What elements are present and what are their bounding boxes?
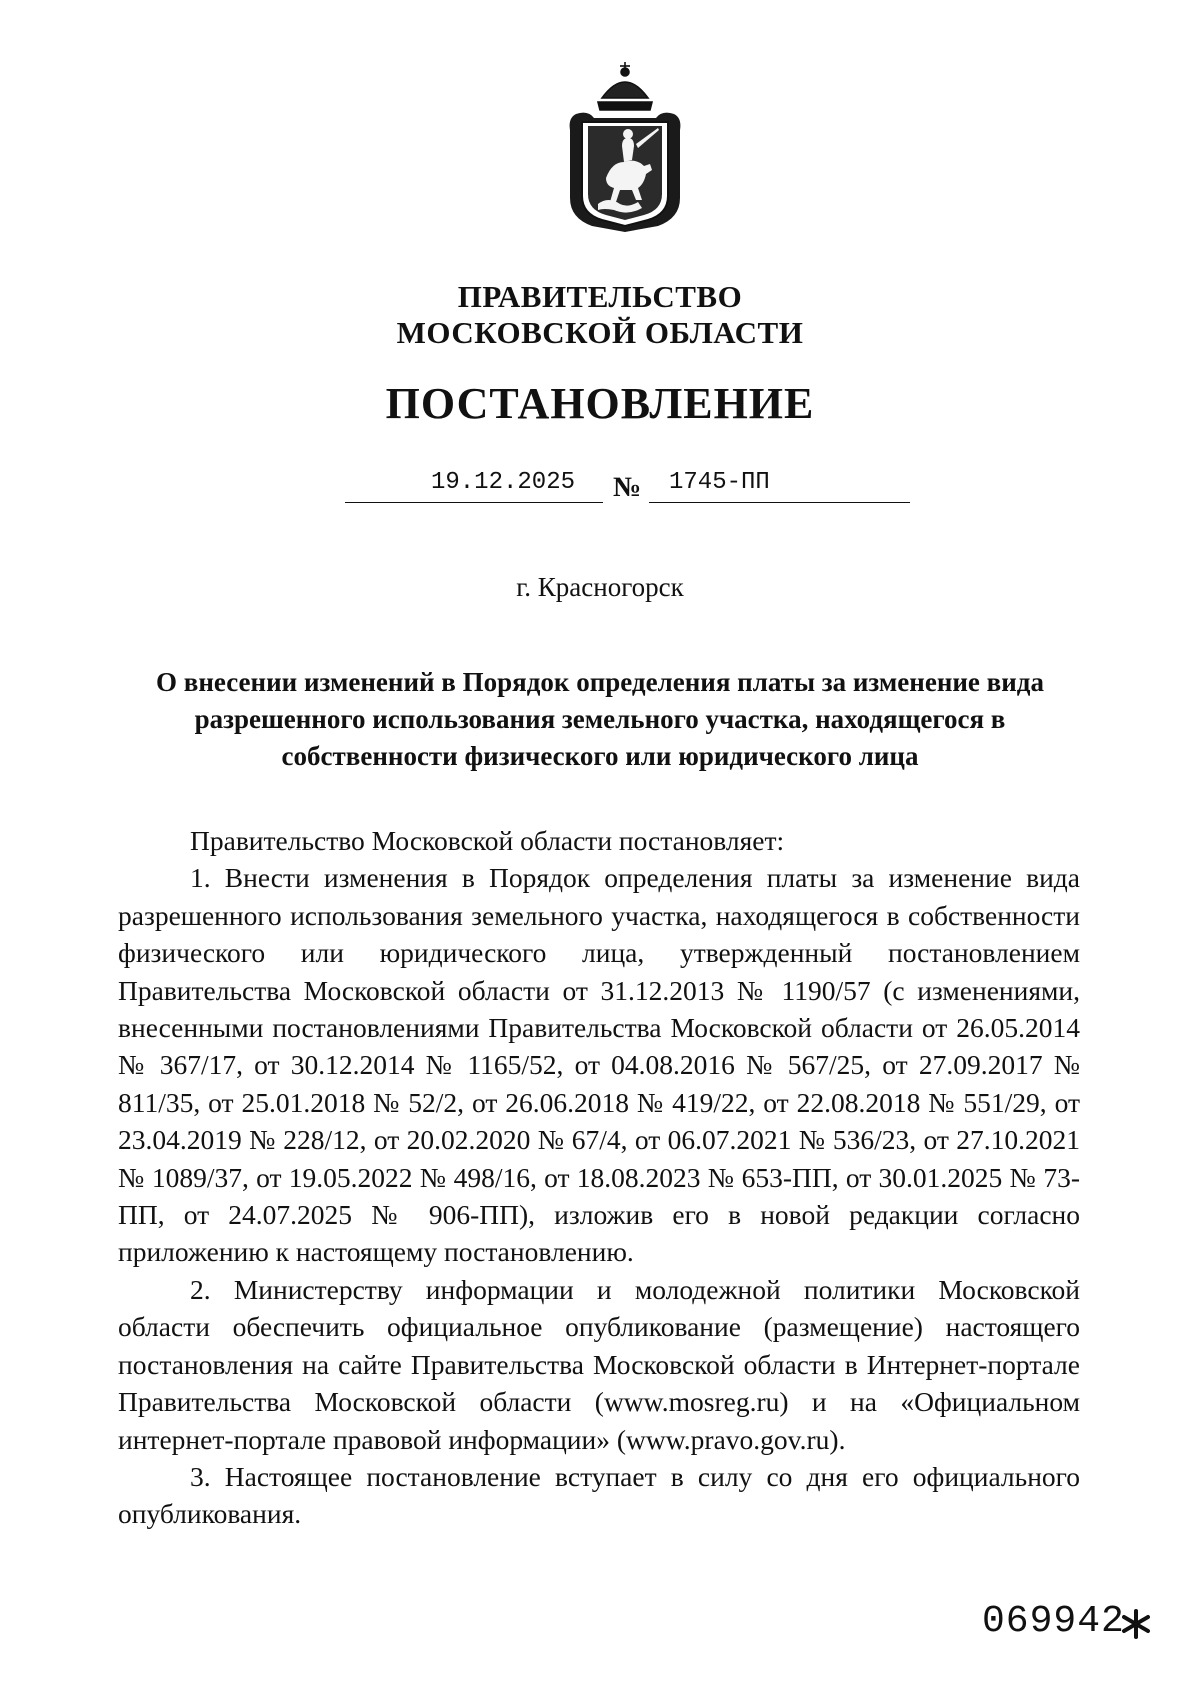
document-body: [118, 822, 1080, 1533]
body-paragraph-3: 3. Настоящее постановление вступает в силу со дня его официального опубликования.: [118, 1460, 1080, 1530]
number-sign: №: [613, 472, 642, 503]
body-intro: Правительство Московской области постановляет:: [190, 825, 785, 856]
city-label: г. Красногорск: [516, 572, 684, 602]
body-paragraph-1: 1. Внести изменения в Порядок определения платы за изменение вида разрешенного использования земельного участка, находящегося в собственности физического или юридического лица, утвержденный постановлением Правительства Московской области от 31.12.2013 № 1190/57 (с изменениями, внесенными постановлениями Правительства Московской области от 26.05.2014 № 367/17, от 30.12.2014 № 1165/52, от 04.08.2016 № 567/25, от 27.09.2017 № 811/35, от 25.01.2018 № 52/2, от 26.06.2018 № 419/22, от 22.08.2018 № 551/29, от 23.04.2019 № 228/12, от 20.02.2020 № 67/4, от 06.07.2021 № 536/23, от 27.10.2021 № 1089/37, от 19.05.2022 № 498/16, от 18.08.2023 № 653-ПП, от 30.01.2025 № 73-ПП, от 24.07.2025 № 906-ПП), изложив его в новой редакции согласно приложению к настоящему постановлению.: [118, 862, 1080, 1268]
asterisk-icon: [1120, 1608, 1152, 1640]
government-title-line2: МОСКОВСКОЙ ОБЛАСТИ: [396, 315, 804, 350]
registration-row: [345, 468, 910, 508]
document-number-field: [649, 468, 910, 503]
body-paragraph-2: 2. Министерству информации и молодежной политики Московской области обеспечить официальное опубликование (размещение) настоящего постановления на сайте Правительства Московской области в Интернет-портале Правительства Московской области (www.mosreg.ru) и на «Официальном интернет-портале правовой информации» (www.pravo.gov.ru).: [118, 1273, 1080, 1455]
document-date-field: [345, 468, 603, 503]
government-title-line1: ПРАВИТЕЛЬСТВО: [457, 279, 743, 314]
document-type-heading: ПОСТАНОВЛЕНИЕ: [385, 379, 815, 428]
moscow-oblast-coat-of-arms-icon: [562, 58, 688, 234]
document-subject: О внесении изменений в Порядок определения платы за изменение вида разрешенного использования земельного участка, находящегося в собственности физического или юридического лица: [156, 667, 1044, 771]
document-date: 19.12.2025: [430, 469, 575, 496]
document-number: 1745-ПП: [669, 469, 770, 496]
serial-number: 069942: [982, 1600, 1125, 1643]
